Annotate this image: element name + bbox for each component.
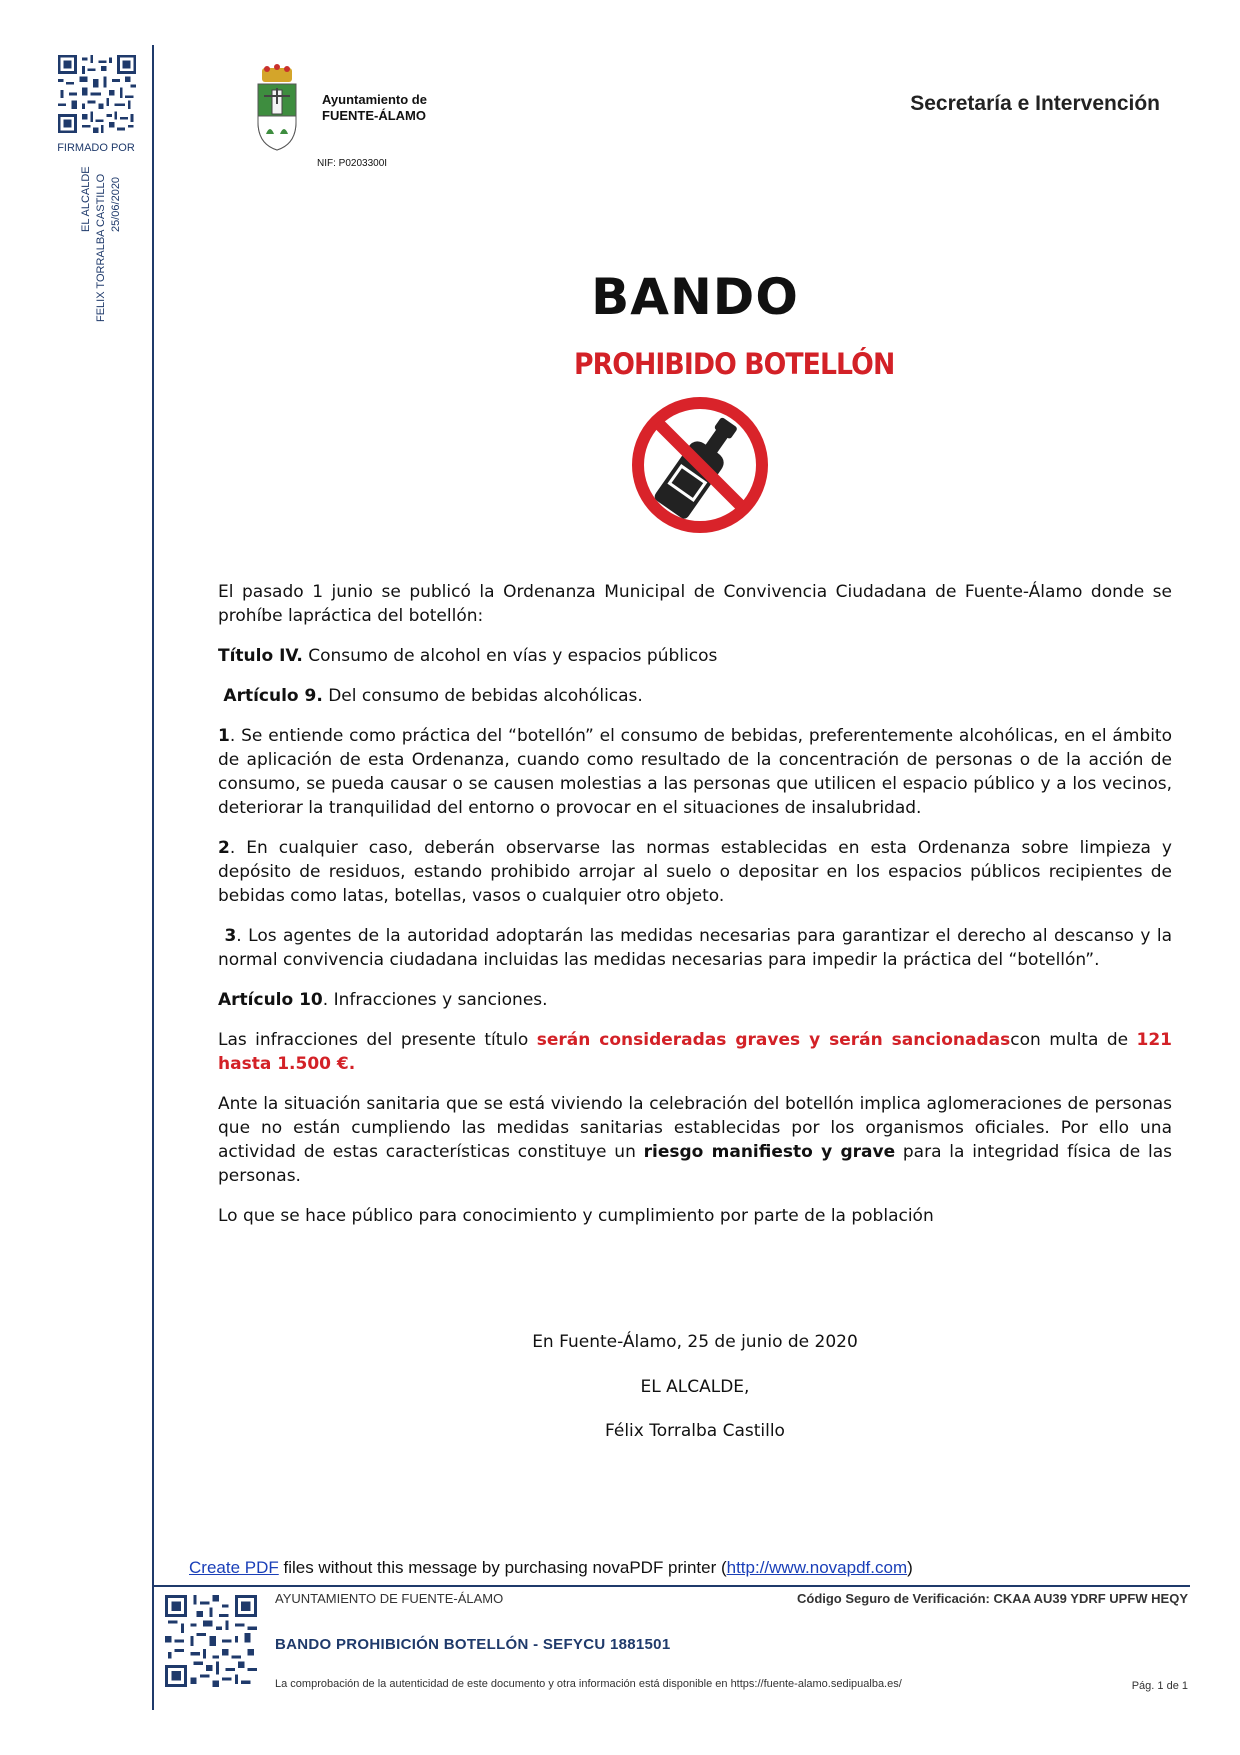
health-situation-paragraph	[218, 1092, 1172, 1188]
place-and-date: En Fuente-Álamo, 25 de junio de 2020	[532, 1332, 858, 1352]
clause-1-number: 1	[218, 726, 230, 746]
novapdf-text: files without this message by purchasing novaPDF printer (	[278, 1558, 727, 1577]
article-9-label: Artículo 9.	[223, 686, 323, 706]
create-pdf-link[interactable]: Create PDF	[189, 1558, 279, 1577]
clause-2-number: 2	[218, 838, 230, 858]
clause-3-number: 3	[224, 926, 237, 946]
signer-role: EL ALCALDE	[80, 166, 92, 232]
penalty-text-a: Las infracciones del presente título	[218, 1030, 537, 1050]
municipality-name	[322, 92, 427, 124]
signed-by-label: FIRMADO POR	[57, 142, 135, 154]
prohibition-banner: PROHIBIDO BOTELLÓN	[574, 347, 895, 381]
novapdf-notice	[189, 1558, 913, 1578]
footer-organization: AYUNTAMIENTO DE FUENTE-ÁLAMO	[275, 1591, 504, 1606]
signature-date: 25/06/2020	[110, 176, 122, 232]
department-heading: Secretaría e Intervención	[910, 92, 1160, 115]
intro-paragraph: El pasado 1 junio se publicó la Ordenanza Municipal de Convivencia Ciudadana de Fuente-Álamo donde se prohíbe lapráctica del botellón:	[218, 582, 1172, 626]
situation-text-a: Ante la situación sanitaria que se está viviendo la celebración del botellón implica aglomeraciones de personas que no están cumpliendo las medidas sanitarias establecidas por los organismos oficiales. Por ello una actividad de estas características constituye un	[218, 1094, 1172, 1162]
penalty-paragraph	[218, 1028, 1172, 1076]
penalty-highlight: serán consideradas graves y serán sancionadas	[536, 1030, 1011, 1050]
ayto-line-1: Ayuntamiento de	[322, 92, 427, 107]
situation-emphasis: riesgo manifiesto y grave	[643, 1142, 896, 1162]
clause-3-text: . Los agentes de la autoridad adoptarán las medidas necesarias para garantizar el derecho al descanso y la normal convivencia ciudadana incluidas las medidas necesarias para impedir la práctica del “botellón”.	[218, 926, 1173, 970]
closing-paragraph: Lo que se hace público para conocimiento y cumplimiento por parte de la población	[218, 1206, 934, 1226]
authenticity-notice: La comprobación de la autenticidad de este documento y otra información está disponible en https://fuente-alamo.sedipualba.es/	[275, 1678, 902, 1690]
signoff-role: EL ALCALDE,	[640, 1377, 750, 1397]
signoff-name: Félix Torralba Castillo	[605, 1421, 785, 1441]
title-iv-label: Título IV.	[218, 646, 303, 666]
ayto-line-2: FUENTE-ÁLAMO	[322, 108, 426, 123]
penalty-amount: 121 hasta 1.500 €.	[218, 1030, 1173, 1074]
signer-name: FELIX TORRALBA CASTILLO	[95, 173, 107, 322]
novapdf-end: )	[907, 1558, 913, 1577]
situation-text-c: para la integridad física de las personas.	[218, 1142, 1172, 1186]
penalty-text-c: con multa de	[1010, 1030, 1137, 1050]
article-9-clause-1	[218, 724, 1172, 820]
article-9-heading	[218, 684, 1172, 708]
tax-id: NIF: P0203300I	[317, 158, 388, 169]
qr-code-icon	[58, 55, 136, 133]
title-iv-paragraph	[218, 644, 1172, 668]
clause-2-text: . En cualquier caso, deberán observarse las normas establecidas en esta Ordenanza sobre limpieza y depósito de residuos, estando prohibido arrojar al suelo o depositar en los espacios públicos recipientes de bebidas como latas, botellas, vasos o cualquier otro objeto.	[218, 838, 1172, 906]
document-body	[218, 580, 1172, 1244]
article-9-clause-3	[218, 924, 1172, 972]
verification-code: Código Seguro de Verificación: CKAA AU39 YDRF UPFW HEQY	[796, 1591, 1188, 1606]
no-bottle-prohibition-sign	[630, 395, 770, 535]
title-iv-text: Consumo de alcohol en vías y espacios públicos	[302, 646, 718, 666]
footer-rule	[152, 1585, 1190, 1587]
clause-1-text: . Se entiende como práctica del “botellón” el consumo de bebidas, preferentemente alcohólicas, en el ámbito de aplicación de esta Ordenanza, cuando como resultado de la concentración de personas o de la acción de consumo, se pueda causar o se causen molestias a las personas que utilicen el espacio público y a los vecinos, deteriorar la tranquilidad del entorno o provocar en el situaciones de insalubridad.	[218, 726, 1172, 818]
article-10-label: Artículo 10	[218, 990, 323, 1010]
article-10-text: . Infracciones y sanciones.	[322, 990, 548, 1010]
footer-document-title: BANDO PROHIBICIÓN BOTELLÓN - SEFYCU 1881501	[275, 1636, 671, 1653]
novapdf-url-link[interactable]: http://www.novapdf.com	[726, 1558, 908, 1577]
document-title: BANDO	[591, 268, 799, 326]
page-number: Pág. 1 de 1	[1131, 1680, 1188, 1692]
article-10-heading	[218, 988, 1172, 1012]
coat-of-arms-logo	[252, 64, 302, 154]
qr-code-icon	[165, 1595, 257, 1687]
article-9-clause-2	[218, 836, 1172, 908]
article-9-text: Del consumo de bebidas alcohólicas.	[322, 686, 643, 706]
